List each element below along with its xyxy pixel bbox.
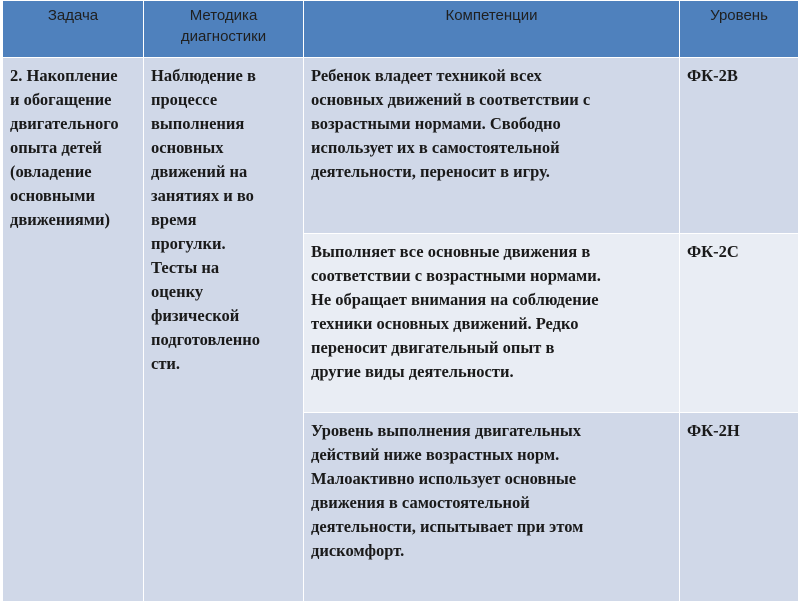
competency-line: движения в самостоятельной (311, 493, 530, 512)
method-line: основных (151, 138, 224, 157)
competency-cell-3 (304, 413, 680, 602)
table-body (3, 58, 799, 602)
header-method (144, 1, 304, 58)
task-line: основными (10, 186, 95, 205)
competency-line: деятельности, переносит в игру. (311, 162, 550, 181)
competency-cell-2 (304, 234, 680, 413)
competency-cell-1 (304, 58, 680, 234)
header-method-line1: Методика (189, 7, 258, 24)
task-line: и обогащение (10, 90, 112, 109)
method-line: движений на (151, 162, 248, 181)
competency-line: дискомфорт. (311, 541, 405, 560)
competency-line: соответствии с возрастными нормами. (311, 266, 601, 285)
competency-line: деятельности, испытывает при этом (311, 517, 584, 536)
header-task (3, 1, 144, 58)
task-line: двигательного (10, 114, 119, 133)
method-line: сти. (151, 354, 181, 373)
task-line: движениями) (10, 210, 111, 229)
competency-line: Ребенок владеет техникой всех (311, 66, 542, 85)
level-cell-3 (680, 413, 799, 602)
competency-line: Выполняет все основные движения в (311, 242, 591, 261)
level-value: ФК-2С (687, 242, 739, 261)
competency-line: переносит двигательный опыт в (311, 338, 555, 357)
header-row (3, 1, 799, 58)
level-cell-2 (680, 234, 799, 413)
task-line: опыта детей (10, 138, 102, 157)
competency-line: Малоактивно использует основные (311, 469, 577, 488)
header-level (680, 1, 799, 58)
task-cell (3, 58, 144, 602)
table-row (3, 58, 799, 234)
method-line: Наблюдение в (151, 66, 256, 85)
method-line: Тесты на (151, 258, 220, 277)
competency-line: действий ниже возрастных норм. (311, 445, 560, 464)
task-line: (овладение (10, 162, 92, 181)
method-line: время (151, 210, 197, 229)
level-cell-1 (680, 58, 799, 234)
competency-line: Уровень выполнения двигательных (311, 421, 581, 440)
competency-line: возрастными нормами. Свободно (311, 114, 561, 133)
header-task-label: Задача (47, 7, 99, 24)
method-line: подготовленно (151, 330, 261, 349)
header-competencies-label: Компетенции (445, 7, 538, 24)
level-value: ФК-2В (687, 66, 738, 85)
header-competencies (304, 1, 680, 58)
method-line: физической (151, 306, 240, 325)
header-level-label: Уровень (710, 7, 768, 24)
method-line: оценку (151, 282, 204, 301)
header-method-line2: диагностики (180, 28, 267, 45)
level-value: ФК-2Н (687, 421, 740, 440)
method-line: занятиях и во (151, 186, 254, 205)
competency-line: использует их в самостоятельной (311, 138, 560, 157)
method-line: выполнения (151, 114, 245, 133)
method-line: процессе (151, 90, 218, 109)
method-line: прогулки. (151, 234, 226, 253)
task-line: 2. Накопление (10, 66, 118, 85)
competency-line: Не обращает внимания на соблюдение (311, 290, 599, 309)
competency-line: основных движений в соответствии с (311, 90, 591, 109)
competency-line: техники основных движений. Редко (311, 314, 579, 333)
table-header (3, 1, 799, 58)
competency-table (2, 0, 799, 602)
competency-line: другие виды деятельности. (311, 362, 514, 381)
method-cell (144, 58, 304, 602)
